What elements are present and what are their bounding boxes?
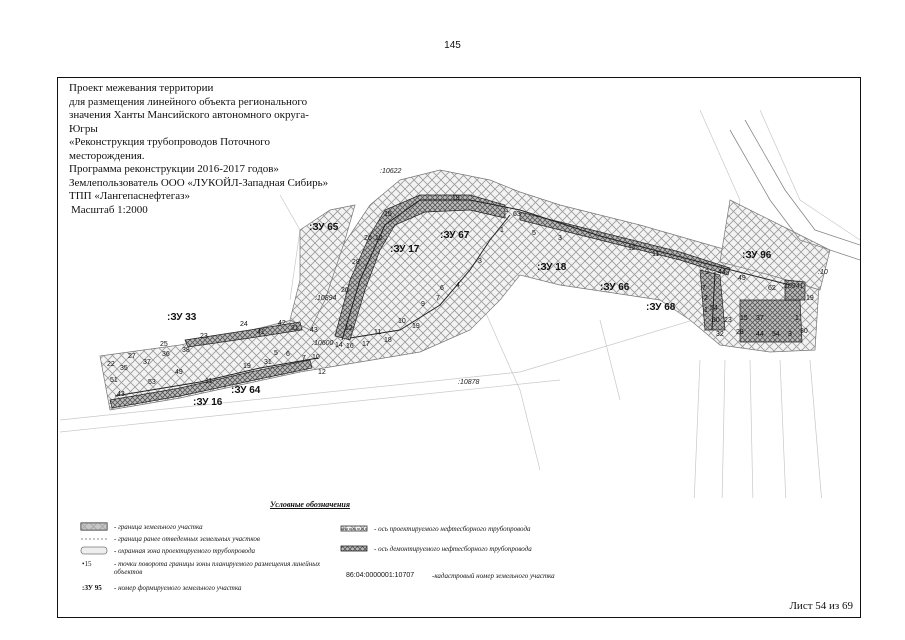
legend-item-cadastral: -кадастровый номер земельного участка xyxy=(432,572,555,580)
point-label: 30 xyxy=(800,328,808,335)
point-label: 37 xyxy=(143,359,151,366)
point-label: 9 xyxy=(705,269,709,276)
point-label: 26 xyxy=(364,235,372,242)
legend-title: Условные обозначения xyxy=(270,500,350,509)
point-label: 23 xyxy=(200,333,208,340)
scale-label: Масштаб 1:2000 xyxy=(71,203,148,216)
point-label: 1 xyxy=(505,207,509,214)
point-label: 62 xyxy=(768,285,776,292)
parcel-label: :ЗУ 64 xyxy=(231,385,261,396)
title-line: месторождения. xyxy=(69,149,145,162)
legend-point-sample: •15 xyxy=(82,560,92,568)
point-label: 4 xyxy=(456,282,460,289)
legend-swatch-parcel-border xyxy=(80,522,110,532)
point-label: 25 xyxy=(160,341,168,348)
point-label: 11 xyxy=(205,378,213,385)
point-label: 44 xyxy=(756,331,764,338)
point-label: 30 xyxy=(712,317,720,324)
title-line: Программа реконструкции 2016-2017 годов» xyxy=(69,163,279,175)
point-label: 15 xyxy=(740,315,748,322)
point-label: 3 xyxy=(558,235,562,242)
point-label: 19 xyxy=(806,295,814,302)
title-line: значения Ханты Мансийского автономного округа- xyxy=(69,109,309,121)
title-line: «Реконструкция трубопроводов Поточного xyxy=(69,136,270,148)
legend-item-parcel-number: - номер формируемого земельного участка xyxy=(114,584,242,592)
point-label: 12 xyxy=(318,369,326,376)
point-label: 1 xyxy=(795,315,799,322)
point-label: 11 xyxy=(652,251,660,258)
legend-item-pipeline-axis: - ось проектируемого нефтесборного трубопровода xyxy=(374,525,531,533)
point-label: 6 xyxy=(440,285,444,292)
cadastral-label: :10 xyxy=(818,269,828,276)
point-label: 15 xyxy=(384,211,392,218)
point-label: 9 xyxy=(421,301,425,308)
point-label: 35 xyxy=(120,365,128,372)
point-label: 23 xyxy=(724,317,732,324)
legend-swatch-pipeline-axis xyxy=(340,524,370,534)
point-label: 28 xyxy=(352,259,360,266)
point-label: 12 xyxy=(345,325,353,332)
point-label: 17 xyxy=(362,341,370,348)
point-label: 44 xyxy=(718,269,726,276)
point-label: 38 xyxy=(182,347,190,354)
point-label: 49 xyxy=(738,275,746,282)
point-label: 31 xyxy=(264,359,272,366)
point-label: 1 xyxy=(500,227,504,234)
legend-swatch-prior-parcels xyxy=(80,534,110,544)
point-label: 14 xyxy=(335,342,343,349)
legend-swatch-protection-zone xyxy=(80,546,110,556)
point-label: 12 xyxy=(628,245,636,252)
point-label: 21 xyxy=(291,325,299,332)
point-label: 10 xyxy=(398,318,406,325)
parcel-label: :ЗУ 18 xyxy=(537,262,567,273)
cadastral-label: :10878 xyxy=(458,379,480,386)
point-label: 6 xyxy=(286,351,290,358)
point-label: 22 xyxy=(107,361,115,368)
parcel-label: :ЗУ 96 xyxy=(742,250,772,261)
legend-parcel-sample: :ЗУ 95 xyxy=(82,584,102,592)
parcel-label: :ЗУ 65 xyxy=(309,222,339,233)
point-label: 18 xyxy=(384,337,392,344)
point-label: 19 xyxy=(452,195,460,202)
point-label: 7 xyxy=(702,285,706,292)
legend-item-dismantled-axis: - ось демонтируемого нефтесборного трубопровода xyxy=(374,545,532,553)
cadastral-label: :10622 xyxy=(380,168,402,175)
point-label: 42 xyxy=(278,320,286,327)
point-label: 54 xyxy=(772,331,780,338)
parcel-label: :ЗУ 16 xyxy=(193,397,223,408)
point-label: 51 xyxy=(110,377,118,384)
point-label: 37 xyxy=(756,315,764,322)
title-line: Проект межевания территории xyxy=(69,82,214,94)
point-label: 43 xyxy=(310,327,318,334)
point-label: 10 xyxy=(312,354,320,361)
point-label: 28 xyxy=(736,329,744,336)
legend-item-parcel-border: - граница земельного участка xyxy=(114,523,203,531)
point-label: 3 xyxy=(788,331,792,338)
legend-item-turning-points: - точки поворота границы зоны планируемого размещения линейных объектов xyxy=(114,560,321,576)
survey-map xyxy=(58,78,860,498)
point-label: 19 xyxy=(412,323,420,330)
point-label: 5 xyxy=(532,230,536,237)
point-label: 16 xyxy=(346,343,354,350)
point-label: 19 xyxy=(243,363,251,370)
point-label: 1 xyxy=(704,307,708,314)
cadastral-label: :10941 xyxy=(782,283,804,290)
point-label: 41 xyxy=(257,329,265,336)
sheet-number: Лист 54 из 69 xyxy=(789,600,853,612)
page-number: 145 xyxy=(444,40,461,51)
cadastral-label: :10600 xyxy=(312,340,334,347)
title-line: ТПП «Лангепаснефтегаз» xyxy=(69,190,190,202)
cadastral-label: :10894 xyxy=(315,295,337,302)
point-label: 53 xyxy=(148,379,156,386)
point-label: 27 xyxy=(128,353,136,360)
point-label: 26 xyxy=(341,287,349,294)
point-label: 12 xyxy=(375,235,383,242)
legend-cadastral-sample: 86:04:0000001:10707 xyxy=(346,572,415,579)
point-label: 43 xyxy=(117,391,125,398)
point-label: 3 xyxy=(478,258,482,265)
point-label: 54 xyxy=(710,305,718,312)
point-label: 36 xyxy=(162,351,170,358)
point-label: 7 xyxy=(436,295,440,302)
title-line: Землепользователь ООО «ЛУКОЙЛ-Западная Сибирь» xyxy=(69,176,329,189)
point-label: 63 xyxy=(513,211,521,218)
parcel-label: :ЗУ 66 xyxy=(600,282,630,293)
parcel-label: :ЗУ 17 xyxy=(390,244,420,255)
point-label: 24 xyxy=(240,321,248,328)
point-label: 11 xyxy=(374,329,382,336)
title-line: для размещения линейного объекта регионального xyxy=(69,95,308,108)
point-label: 5 xyxy=(274,350,278,357)
legend-swatch-dismantled-axis xyxy=(340,544,370,554)
title-line: Югры xyxy=(69,122,98,135)
legend-item-protection-zone: - охранная зона проектируемого трубопровода xyxy=(114,547,255,555)
parcel-label: :ЗУ 68 xyxy=(646,302,676,313)
parcel-label: :ЗУ 33 xyxy=(167,312,197,323)
point-label: 2 xyxy=(704,295,708,302)
point-label: 49 xyxy=(175,369,183,376)
parcel-label: :ЗУ 67 xyxy=(440,230,470,241)
point-label: 32 xyxy=(716,331,724,338)
legend xyxy=(80,500,600,605)
legend-item-prior-parcels: - граница ранее отведенных земельных участков xyxy=(114,535,260,543)
point-label: 7 xyxy=(302,355,306,362)
